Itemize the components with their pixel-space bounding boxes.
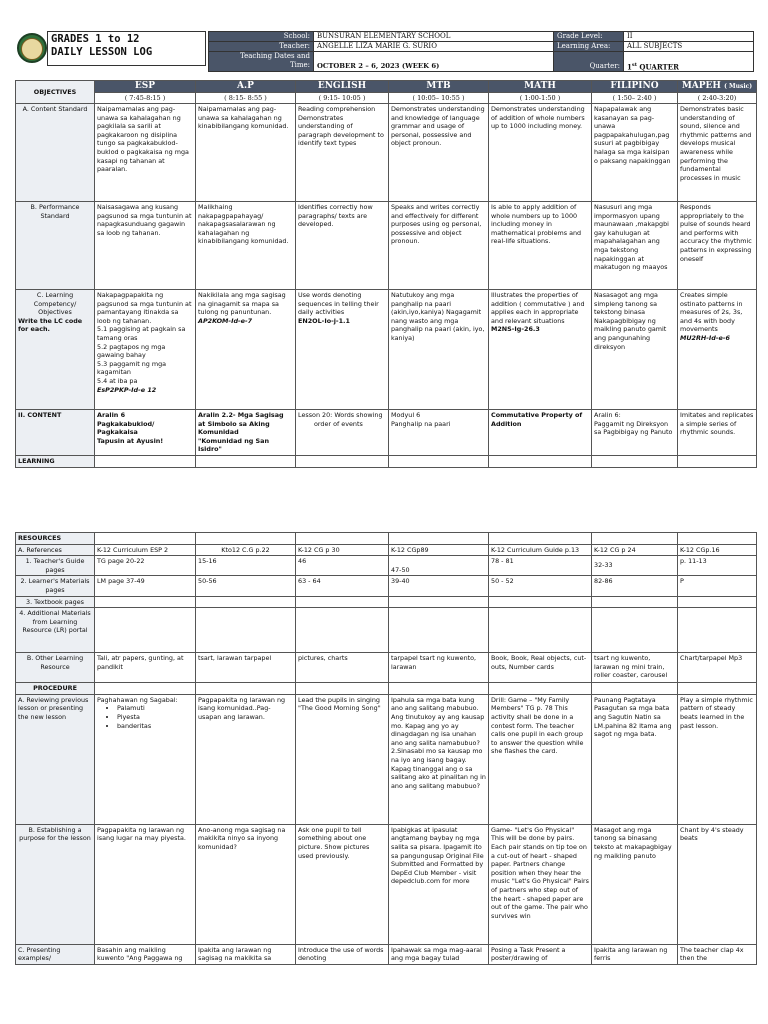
establishing-esp: Pagpapakita ng larawan ng isang lugar na may piyesta. — [95, 824, 196, 944]
dates-label — [209, 52, 314, 72]
quarter-word: QUARTER — [637, 62, 679, 71]
competency-english — [296, 290, 389, 410]
competency-ap — [196, 290, 296, 410]
reviewing-mtb: Ipahula sa mga bata kung ano ang salitang mabubuo. Ang tinutukoy ay ang kausap mo. Kapag ang yo ay dinagdagan ng isa unahan ano ang salita namabubuo? 2.Sinasabi mo sa kausap mo na iyo ang isang bagay. Kapag tinanggal ang o sa salitang ako at pinalitan ng in ano ang salitang mabubuo? — [389, 694, 489, 824]
teacher-label: Teacher: — [209, 42, 314, 52]
subject-math: MATH — [489, 81, 592, 93]
competency-row — [16, 290, 757, 410]
tg-mtb: 47-50 — [389, 556, 489, 576]
content-mtb-line: Panghalip na paari — [391, 419, 451, 428]
competency-mapeh — [678, 290, 757, 410]
performance-standard-english: Identifies correctly how paragraphs/ texts are developed. — [296, 202, 389, 290]
establishing-ap: Ano-anong mga sagisag na makikita ninyo sa inyong komunidad? — [196, 824, 296, 944]
establishing-mtb: Ipabigkas at ipasulat angtamang baybay ng mga salita sa pisara. Ipagamit ito sa pangungusap Original File Submitted and Formatted by DepEd Club Member - visit depedclub.com for more — [389, 824, 489, 944]
presenting-mtb: Ipahawak sa mga mag-aaral ang mga bagay tulad — [389, 944, 489, 964]
content-standard-label: A. Content Standard — [16, 104, 95, 202]
subject-esp: ESP — [95, 81, 196, 93]
content-standard-filipino: Napapalawak ang kasanayan sa pag-unawa pagpapakahulugan,pag susuri at pagbibigay halaga sa mga kaisipan o paksang napakinggan — [592, 104, 678, 202]
competency-esp-code: EsP2PKP-Id-e 12 — [97, 385, 157, 394]
quarter-number: 1 — [627, 62, 632, 71]
establishing-row — [16, 824, 757, 944]
competency-esp-line: 5.2 pagtapos ng mga gawaing bahay — [97, 342, 166, 360]
reference-filipino: K-12 CG p 24 — [592, 544, 678, 556]
competency-math-code: M2NS-Ig-26.3 — [491, 325, 540, 334]
subject-mapeh-sub: ( Music) — [724, 83, 753, 90]
learning-label: LEARNING — [16, 455, 95, 467]
references-label: A. References — [16, 544, 95, 556]
other-ap: tsart, larawan tarpapel — [196, 653, 296, 683]
textbook-row — [16, 596, 757, 608]
dates-label-line-2: Time: — [289, 61, 310, 69]
teacher-value: ANGELLE LIZA MARIE G. SURIO — [314, 42, 554, 52]
grade-label: Grade Level: — [554, 32, 624, 42]
presenting-row — [16, 944, 757, 964]
dates-value: OCTOBER 2 – 6, 2023 (WEEK 6) — [314, 52, 554, 72]
other-resources-label: B. Other Learning Resource — [16, 653, 95, 683]
other-english: pictures, charts — [296, 653, 389, 683]
other-filipino: tsart ng kuwento, larawan ng mini train, roller coaster, carousel — [592, 653, 678, 683]
time-esp: ( 7:45-8:15 ) — [95, 93, 196, 104]
learners-materials-label: 2. Learner's Materials pages — [16, 576, 95, 596]
reference-mapeh: K-12 CGp.16 — [678, 544, 757, 556]
procedure-label: PROCEDURE — [16, 683, 95, 695]
content-standard-esp: Naipamamalas ang pag-unawa sa kahalagahan ng pagkilala sa sarili at pagkakaroon ng disiplina tungo sa pagkakabuklod-buklod o pagkakaisa ng mga kasapi ng tahanan at paaralan. — [95, 104, 196, 202]
content-standard-math: Demonstrates understanding of addition of whole numbers up to 1000 including money. — [489, 104, 592, 202]
tg-english: 46 — [296, 556, 389, 576]
presenting-esp: Basahin ang maikling kuwento "Ang Paggawa ng — [95, 944, 196, 964]
lm-english: 63 - 64 — [296, 576, 389, 596]
lm-esp: LM page 37-49 — [95, 576, 196, 596]
content-ap-line: "Komunidad ng San Isidro" — [198, 436, 270, 454]
competency-esp — [95, 290, 196, 410]
time-mapeh: ( 2:40-3:20) — [678, 93, 757, 104]
competency-english-code: EN2OL-Io-j-1.1 — [298, 316, 350, 325]
quarter-suffix: st — [631, 61, 637, 68]
grade-value: II — [624, 32, 754, 42]
objectives-label: OBJECTIVES — [16, 81, 95, 104]
teachers-guide-row — [16, 556, 757, 576]
content-row — [16, 410, 757, 456]
competency-math-text: Illustrates the properties of addition ( commutative ) and applies each in appropriate and relevant situations — [491, 291, 585, 325]
reviewing-mapeh: Play a simple rhythmic pattern of steady beats learned in the past lesson. — [678, 694, 757, 824]
tg-filipino: 32-33 — [592, 556, 678, 576]
reviewing-filipino: Paunang Pagtataya Pasagutan sa mga bata ang Sagutin Natin sa LM.pahina 82 Itama ang sagot ng mga bata. — [592, 694, 678, 824]
resources-procedure-table — [15, 532, 757, 965]
reviewing-esp — [95, 694, 196, 824]
competency-filipino: Nasasagot ang mga simpleng tanong sa tekstong binasa Nakapagbibigay ng maikling panuto gamit ang pangunahing direksyon — [592, 290, 678, 410]
list-item: • banderitas — [117, 722, 193, 731]
tg-mapeh: p. 11-13 — [678, 556, 757, 576]
resources-label: RESOURCES — [16, 533, 95, 545]
reference-math: K-12 Curriculum Guide p.13 — [489, 544, 592, 556]
tg-math: 78 - 81 — [489, 556, 592, 576]
content-mtb-line: Modyul 6 — [391, 411, 421, 419]
subject-mtb: MTB — [389, 81, 489, 93]
content-ap-line: Aralin 2.2- Mga Sagisag at Simbolo sa Aking Komunidad — [198, 411, 284, 437]
competency-esp-line: 5.4 at iba pa — [97, 376, 138, 385]
subject-english: ENGLISH — [296, 81, 389, 93]
content-filipino-line: Paggamit ng Direksyon sa Pagbibigay ng Panuto — [594, 419, 673, 437]
content-ap — [196, 410, 296, 456]
content-english-line: Lesson 20: Words showing — [298, 411, 383, 419]
competency-mtb: Natutukoy ang mga panghalip na paari (akin,iyo,kaniya) Nagagamit nang wasto ang mga panghalip na paari (akin, iyo, kaniya) — [389, 290, 489, 410]
competency-ap-code: AP2KOM-Id-e-7 — [198, 316, 253, 325]
subject-filipino: FILIPINO — [592, 81, 678, 93]
subject-mapeh-name: MAPEH — [681, 81, 721, 91]
performance-standard-row — [16, 202, 757, 290]
reviewing-ap: Pagpapakita ng larawan ng isang komunidad..Pag-usapan ang larawan. — [196, 694, 296, 824]
competency-mapeh-code: MU2RH-Id-e-6 — [680, 333, 730, 342]
school-value: BUNSURAN ELEMENTARY SCHOOL — [314, 32, 554, 42]
reference-esp: K-12 Curriculum ESP 2 — [95, 544, 196, 556]
content-mapeh: Imitates and replicates a simple series of rhythmic sounds. — [678, 410, 757, 456]
competency-label-main: C. Learning Competency/ Objectives — [33, 291, 77, 317]
content-filipino — [592, 410, 678, 456]
performance-standard-label: B. Performance Standard — [16, 202, 95, 290]
title-line-1: GRADES 1 to 12 — [51, 33, 140, 45]
reviewing-label: A. Reviewing previous lesson or presenting the new lesson — [16, 694, 95, 824]
presenting-label: C. Presenting examples/ — [16, 944, 95, 964]
quarter-label: Quarter: — [554, 52, 624, 72]
quarter-value — [624, 52, 754, 72]
document-title — [47, 31, 206, 66]
content-esp-line: Pagkakabuklod/ Pagkakaisa — [97, 419, 155, 437]
reviewing-esp-list — [97, 704, 193, 730]
reference-english: K-12 CG p 30 — [296, 544, 389, 556]
presenting-math: Posing a Task Present a poster/drawing of — [489, 944, 592, 964]
content-math: Commutative Property of Addition — [489, 410, 592, 456]
competency-label-code: Write the LC code for each. — [18, 316, 83, 334]
competency-ap-text: Nakikilala ang mga sagisag na ginagamit sa mapa sa tulong ng panuntunan. — [198, 291, 286, 317]
other-resources-row — [16, 653, 757, 683]
objectives-table — [15, 80, 757, 468]
reviewing-english: Lead the pupils in singing "The Good Morning Song" — [296, 694, 389, 824]
content-standard-mapeh: Demonstrates basic understanding of sound, silence and rhythmic patterns and develops musical awareness while performing the fundamental processes in music — [678, 104, 757, 202]
presenting-ap: Ipakita ang larawan ng sagisag na makikita sa — [196, 944, 296, 964]
learning-row — [16, 455, 757, 467]
lm-mtb: 39-40 — [389, 576, 489, 596]
content-standard-english: Reading comprehension Demonstrates understanding of paragraph development to identify text types — [296, 104, 389, 202]
content-label: II. CONTENT — [16, 410, 95, 456]
other-mtb: tarpapel tsart ng kuwento, larawan — [389, 653, 489, 683]
establishing-mapeh: Chant by 4's steady beats — [678, 824, 757, 944]
learning-area-label: Learning Area: — [554, 42, 624, 52]
learning-area-value: ALL SUBJECTS — [624, 42, 754, 52]
lm-math: 50 - 52 — [489, 576, 592, 596]
lm-mapeh: P — [678, 576, 757, 596]
presenting-mapeh: The teacher clap 4x then the — [678, 944, 757, 964]
establishing-english: Ask one pupil to tell something about one picture. Show pictures used previously. — [296, 824, 389, 944]
other-math: Book, Book, Real objects, cut-outs, Number cards — [489, 653, 592, 683]
performance-standard-ap: Malikhaing nakapagpapahayag/ nakapagsasalarawan ng kahalagahan ng kinabibilangang komunidad. — [196, 202, 296, 290]
title-line-2: DAILY LESSON LOG — [51, 46, 153, 58]
reviewing-math: Drill: Game – "My Family Members" TG p. 78 This activity shall be done in a contest form. The teacher calls one pupil in each group to answer the question while she flashes the card. — [489, 694, 592, 824]
other-mapeh: Chart/tarpapel Mp3 — [678, 653, 757, 683]
learners-materials-row — [16, 576, 757, 596]
additional-materials-row — [16, 608, 757, 653]
content-standard-mtb: Demonstrates understanding and knowledge of language grammar and usage of personal, possessive and object pronoun. — [389, 104, 489, 202]
competency-label — [16, 290, 95, 410]
performance-standard-esp: Naisasagawa ang kusang pagsunod sa mga tuntunin at napagkasunduang gagawin sa loob ng tahanan. — [95, 202, 196, 290]
subject-mapeh — [678, 81, 757, 93]
lm-filipino: 82-86 — [592, 576, 678, 596]
additional-materials-label: 4. Additional Materials from Learning Resource (LR) portal — [16, 608, 95, 653]
competency-esp-line: Nakapagpapakita ng pagsunod sa mga tuntunin at pamantayang itinakda sa loob ng tahanan. — [97, 291, 192, 325]
establishing-math: Game- "Let's Go Physical" This will be done by pairs. Each pair stands on tip toe on a cut-out of heart - shaped paper. Partners change position when they hear the music "Let's Go Physical" Pairs of partners who step out of the heart - shaped paper are out of the game. The pair who survives win — [489, 824, 592, 944]
header-info-table — [208, 31, 754, 72]
reviewing-row — [16, 694, 757, 824]
performance-standard-mapeh: Responds appropriately to the pulse of sounds heard and performs with accuracy the rhythmic patterns in expressing oneself — [678, 202, 757, 290]
school-label: School: — [209, 32, 314, 42]
content-standard-row — [16, 104, 757, 202]
establishing-filipino: Masagot ang mga tanong sa binasang teksto at makapagbigay ng maikling panuto — [592, 824, 678, 944]
dates-label-line-1: Teaching Dates and — [239, 52, 310, 60]
reference-mtb: K-12 CGp89 — [389, 544, 489, 556]
lm-ap: 50-56 — [196, 576, 296, 596]
textbook-label: 3. Textbook pages — [16, 596, 95, 608]
content-esp — [95, 410, 196, 456]
content-mtb — [389, 410, 489, 456]
content-filipino-line: Aralin 6: — [594, 411, 621, 419]
time-math: ( 1:00-1:50 ) — [489, 93, 592, 104]
content-esp-line: Aralin 6 — [97, 411, 126, 419]
deped-seal — [17, 33, 47, 63]
establishing-label: B. Establishing a purpose for the lesson — [16, 824, 95, 944]
presenting-filipino: Ipakita ang larawan ng ferris — [592, 944, 678, 964]
reference-ap: Kto12 C.G p.22 — [196, 544, 296, 556]
tg-ap: 15-16 — [196, 556, 296, 576]
time-filipino: ( 1:50– 2:40 ) — [592, 93, 678, 104]
reviewing-esp-heading: Paghahawan ng Sagabal: — [97, 695, 178, 704]
competency-esp-line: 5.1 paggising at pagkain sa tamang oras — [97, 325, 186, 342]
tg-esp: TG page 20-22 — [95, 556, 196, 576]
time-ap: ( 8:15- 8:55 ) — [196, 93, 296, 104]
time-mtb: ( 10:05– 10:55 ) — [389, 93, 489, 104]
content-esp-line: Tapusin at Ayusin! — [97, 436, 164, 445]
content-standard-ap: Naipamamalas ang pag-unawa sa kahalagahan ng kinabibilangang komunidad. — [196, 104, 296, 202]
content-english-line: order of events — [314, 419, 363, 428]
subject-ap: A.P — [196, 81, 296, 93]
content-english — [296, 410, 389, 456]
performance-standard-filipino: Nasusuri ang mga impormasyon upang maunawaan ,makapgbi gay kahulugan at mapahalagahan ang mga tekstong napakinggan at makatugon ng maayos — [592, 202, 678, 290]
time-english: ( 9:15- 10:05 ) — [296, 93, 389, 104]
competency-english-text: Use words denoting sequences in telling their daily activities — [298, 291, 379, 317]
performance-standard-mtb: Speaks and writes correctly and effectively for different purposes using og personal, possessive and object pronoun. — [389, 202, 489, 290]
presenting-english: Introduce the use of words denoting — [296, 944, 389, 964]
performance-standard-math: Is able to apply addition of whole numbers up to 1000 including money in mathematical problems and real-life situations. — [489, 202, 592, 290]
list-item: • Palamuti — [117, 704, 193, 713]
other-esp: Tali, atr papers, gunting, at pandikit — [95, 653, 196, 683]
competency-esp-line: 5.3 paggamit ng mga kagamitan — [97, 359, 167, 377]
competency-math — [489, 290, 592, 410]
competency-mapeh-text: Creates simple ostinato patterns in measures of 2s, 3s, and 4s with body movements — [680, 291, 743, 334]
list-item: • Piyesta — [117, 713, 193, 722]
teachers-guide-label: 1. Teacher's Guide pages — [16, 556, 95, 576]
references-row — [16, 544, 757, 556]
